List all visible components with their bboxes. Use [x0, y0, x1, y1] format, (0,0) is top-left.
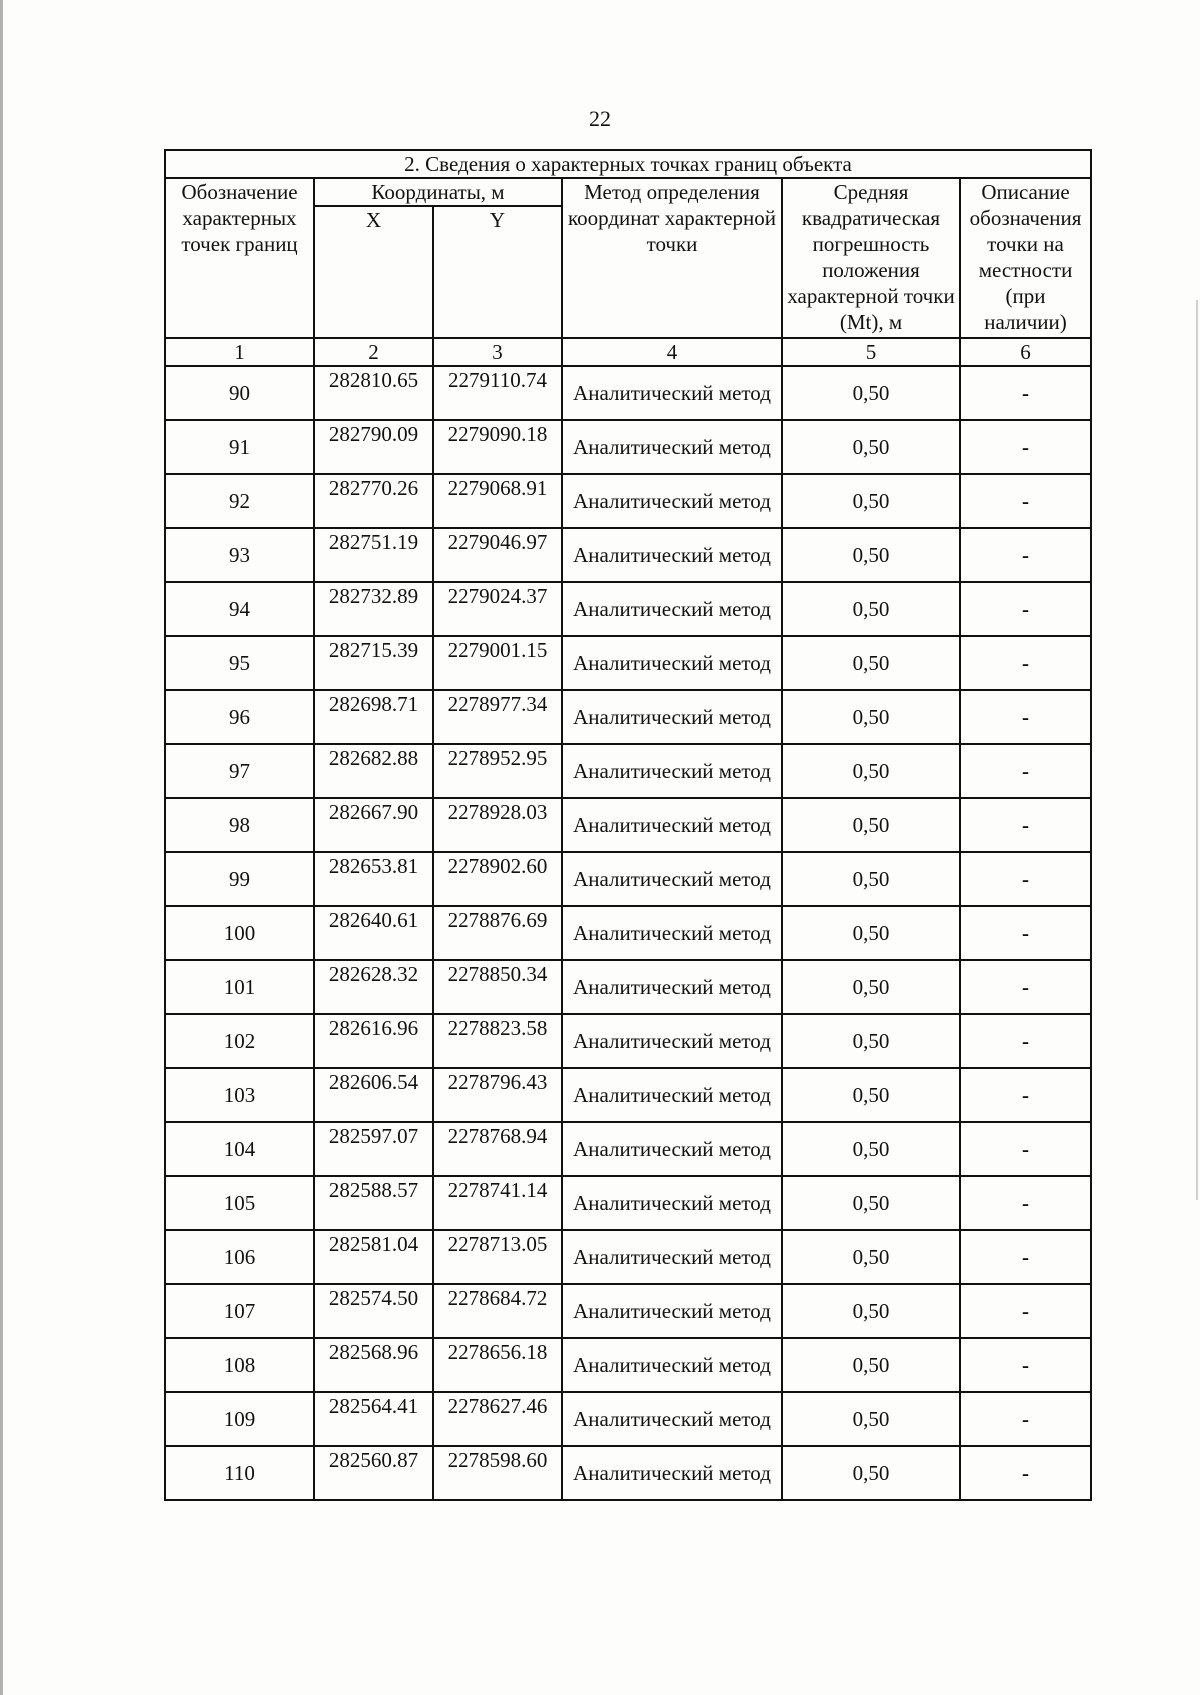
table-row: [165, 1176, 1091, 1230]
coordinate-y: 2278656.18: [433, 1338, 562, 1392]
point-number: 97: [165, 744, 314, 798]
mean-error-cell: 0,50: [782, 690, 960, 744]
table-row: [165, 1446, 1091, 1500]
header-coordinates: Координаты, м: [314, 178, 562, 206]
description-cell: -: [960, 366, 1091, 420]
mean-error-cell: 0,50: [782, 1068, 960, 1122]
coordinate-y: 2278850.34: [433, 960, 562, 1014]
method-cell: Аналитический метод: [562, 1014, 782, 1068]
table-row: [165, 1284, 1091, 1338]
column-number: 1: [165, 338, 314, 366]
coordinate-y: 2278928.03: [433, 798, 562, 852]
method-cell: Аналитический метод: [562, 366, 782, 420]
mean-error-cell: 0,50: [782, 636, 960, 690]
mean-error-cell: 0,50: [782, 1338, 960, 1392]
coordinate-x: 282628.32: [314, 960, 433, 1014]
description-cell: -: [960, 1284, 1091, 1338]
coordinate-y: 2278902.60: [433, 852, 562, 906]
method-cell: Аналитический метод: [562, 528, 782, 582]
mean-error-cell: 0,50: [782, 960, 960, 1014]
description-cell: -: [960, 690, 1091, 744]
table-row: [165, 1338, 1091, 1392]
mean-error-cell: 0,50: [782, 852, 960, 906]
coordinate-y: 2278741.14: [433, 1176, 562, 1230]
description-cell: -: [960, 852, 1091, 906]
table-row: [165, 636, 1091, 690]
coordinate-y: 2279090.18: [433, 420, 562, 474]
description-cell: -: [960, 636, 1091, 690]
column-number: 4: [562, 338, 782, 366]
point-number: 104: [165, 1122, 314, 1176]
coordinate-x: 282715.39: [314, 636, 433, 690]
description-cell: -: [960, 582, 1091, 636]
coordinate-x: 282606.54: [314, 1068, 433, 1122]
method-cell: Аналитический метод: [562, 960, 782, 1014]
point-number: 107: [165, 1284, 314, 1338]
column-number: 2: [314, 338, 433, 366]
mean-error-cell: 0,50: [782, 1176, 960, 1230]
header-y: Y: [433, 206, 562, 338]
method-cell: Аналитический метод: [562, 474, 782, 528]
mean-error-cell: 0,50: [782, 798, 960, 852]
coordinate-x: 282560.87: [314, 1446, 433, 1500]
coordinate-y: 2278823.58: [433, 1014, 562, 1068]
coordinate-y: 2279001.15: [433, 636, 562, 690]
method-cell: Аналитический метод: [562, 1176, 782, 1230]
table-row: [165, 960, 1091, 1014]
coordinate-y: 2278627.46: [433, 1392, 562, 1446]
method-cell: Аналитический метод: [562, 1122, 782, 1176]
header-mean-error: Средняя квадратическая погрешность положения характерной точки (Mt), м: [782, 178, 960, 338]
coordinate-x: 282732.89: [314, 582, 433, 636]
coordinate-y: 2278598.60: [433, 1446, 562, 1500]
table-row: [165, 1392, 1091, 1446]
coordinate-x: 282653.81: [314, 852, 433, 906]
coordinate-x: 282616.96: [314, 1014, 433, 1068]
table-row: [165, 582, 1091, 636]
table-row: [165, 852, 1091, 906]
coordinate-x: 282770.26: [314, 474, 433, 528]
coordinate-y: 2279024.37: [433, 582, 562, 636]
mean-error-cell: 0,50: [782, 366, 960, 420]
point-number: 102: [165, 1014, 314, 1068]
point-number: 105: [165, 1176, 314, 1230]
table-row: [165, 528, 1091, 582]
description-cell: -: [960, 1122, 1091, 1176]
description-cell: -: [960, 1230, 1091, 1284]
coordinate-x: 282751.19: [314, 528, 433, 582]
mean-error-cell: 0,50: [782, 1284, 960, 1338]
method-cell: Аналитический метод: [562, 1068, 782, 1122]
method-cell: Аналитический метод: [562, 1230, 782, 1284]
mean-error-cell: 0,50: [782, 1014, 960, 1068]
point-number: 110: [165, 1446, 314, 1500]
method-cell: Аналитический метод: [562, 690, 782, 744]
coordinate-x: 282640.61: [314, 906, 433, 960]
coordinate-y: 2278977.34: [433, 690, 562, 744]
method-cell: Аналитический метод: [562, 1284, 782, 1338]
coordinate-x: 282574.50: [314, 1284, 433, 1338]
point-number: 94: [165, 582, 314, 636]
point-number: 100: [165, 906, 314, 960]
method-cell: Аналитический метод: [562, 636, 782, 690]
point-number: 103: [165, 1068, 314, 1122]
mean-error-cell: 0,50: [782, 1392, 960, 1446]
coordinate-x: 282564.41: [314, 1392, 433, 1446]
method-cell: Аналитический метод: [562, 1392, 782, 1446]
method-cell: Аналитический метод: [562, 852, 782, 906]
method-cell: Аналитический метод: [562, 420, 782, 474]
table-row: [165, 744, 1091, 798]
description-cell: -: [960, 1176, 1091, 1230]
table-row: [165, 906, 1091, 960]
point-number: 98: [165, 798, 314, 852]
point-number: 93: [165, 528, 314, 582]
coordinate-y: 2279046.97: [433, 528, 562, 582]
table-body: [165, 366, 1091, 1500]
description-cell: -: [960, 1068, 1091, 1122]
mean-error-cell: 0,50: [782, 1122, 960, 1176]
table-row: [165, 1068, 1091, 1122]
scan-edge-right: [1196, 300, 1198, 1200]
description-cell: -: [960, 474, 1091, 528]
method-cell: Аналитический метод: [562, 798, 782, 852]
coordinate-y: 2278876.69: [433, 906, 562, 960]
header-x: X: [314, 206, 433, 338]
table-row: [165, 1230, 1091, 1284]
mean-error-cell: 0,50: [782, 1446, 960, 1500]
column-number-row: [165, 338, 1091, 366]
coordinate-y: 2278952.95: [433, 744, 562, 798]
column-number: 6: [960, 338, 1091, 366]
table-row: [165, 366, 1091, 420]
description-cell: -: [960, 744, 1091, 798]
mean-error-cell: 0,50: [782, 906, 960, 960]
description-cell: -: [960, 1338, 1091, 1392]
point-number: 106: [165, 1230, 314, 1284]
coordinate-y: 2279068.91: [433, 474, 562, 528]
coordinate-y: 2278768.94: [433, 1122, 562, 1176]
description-cell: -: [960, 528, 1091, 582]
coordinate-x: 282667.90: [314, 798, 433, 852]
header-method: Метод определения координат характерной точки: [562, 178, 782, 338]
point-number: 90: [165, 366, 314, 420]
coordinate-x: 282698.71: [314, 690, 433, 744]
mean-error-cell: 0,50: [782, 528, 960, 582]
column-number: 5: [782, 338, 960, 366]
point-number: 92: [165, 474, 314, 528]
method-cell: Аналитический метод: [562, 906, 782, 960]
coordinate-y: 2279110.74: [433, 366, 562, 420]
column-number: 3: [433, 338, 562, 366]
scan-edge-left: [0, 0, 3, 1695]
description-cell: -: [960, 1014, 1091, 1068]
table-row: [165, 420, 1091, 474]
boundary-points-table: [164, 149, 1092, 1501]
header-description: Описание обозначения точки на местности (при наличии): [960, 178, 1091, 338]
description-cell: -: [960, 960, 1091, 1014]
method-cell: Аналитический метод: [562, 1338, 782, 1392]
coordinate-y: 2278684.72: [433, 1284, 562, 1338]
coordinate-x: 282581.04: [314, 1230, 433, 1284]
description-cell: -: [960, 1392, 1091, 1446]
mean-error-cell: 0,50: [782, 420, 960, 474]
description-cell: -: [960, 906, 1091, 960]
coordinate-x: 282790.09: [314, 420, 433, 474]
method-cell: Аналитический метод: [562, 744, 782, 798]
mean-error-cell: 0,50: [782, 1230, 960, 1284]
point-number: 101: [165, 960, 314, 1014]
point-number: 99: [165, 852, 314, 906]
coordinate-x: 282597.07: [314, 1122, 433, 1176]
coordinate-y: 2278713.05: [433, 1230, 562, 1284]
point-number: 109: [165, 1392, 314, 1446]
coordinate-x: 282568.96: [314, 1338, 433, 1392]
point-number: 108: [165, 1338, 314, 1392]
table-row: [165, 798, 1091, 852]
table-row: [165, 474, 1091, 528]
coordinate-x: 282682.88: [314, 744, 433, 798]
point-number: 91: [165, 420, 314, 474]
point-number: 96: [165, 690, 314, 744]
table-row: [165, 1122, 1091, 1176]
table-row: [165, 690, 1091, 744]
coordinate-x: 282588.57: [314, 1176, 433, 1230]
point-number: 95: [165, 636, 314, 690]
description-cell: -: [960, 420, 1091, 474]
coordinate-x: 282810.65: [314, 366, 433, 420]
description-cell: -: [960, 798, 1091, 852]
method-cell: Аналитический метод: [562, 1446, 782, 1500]
page-number: 22: [589, 106, 611, 131]
table-row: [165, 1014, 1091, 1068]
header-point-designation: Обозначение характерных точек границ: [165, 178, 314, 338]
method-cell: Аналитический метод: [562, 582, 782, 636]
mean-error-cell: 0,50: [782, 474, 960, 528]
mean-error-cell: 0,50: [782, 582, 960, 636]
coordinate-y: 2278796.43: [433, 1068, 562, 1122]
table-title: 2. Сведения о характерных точках границ объекта: [165, 150, 1091, 178]
mean-error-cell: 0,50: [782, 744, 960, 798]
description-cell: -: [960, 1446, 1091, 1500]
